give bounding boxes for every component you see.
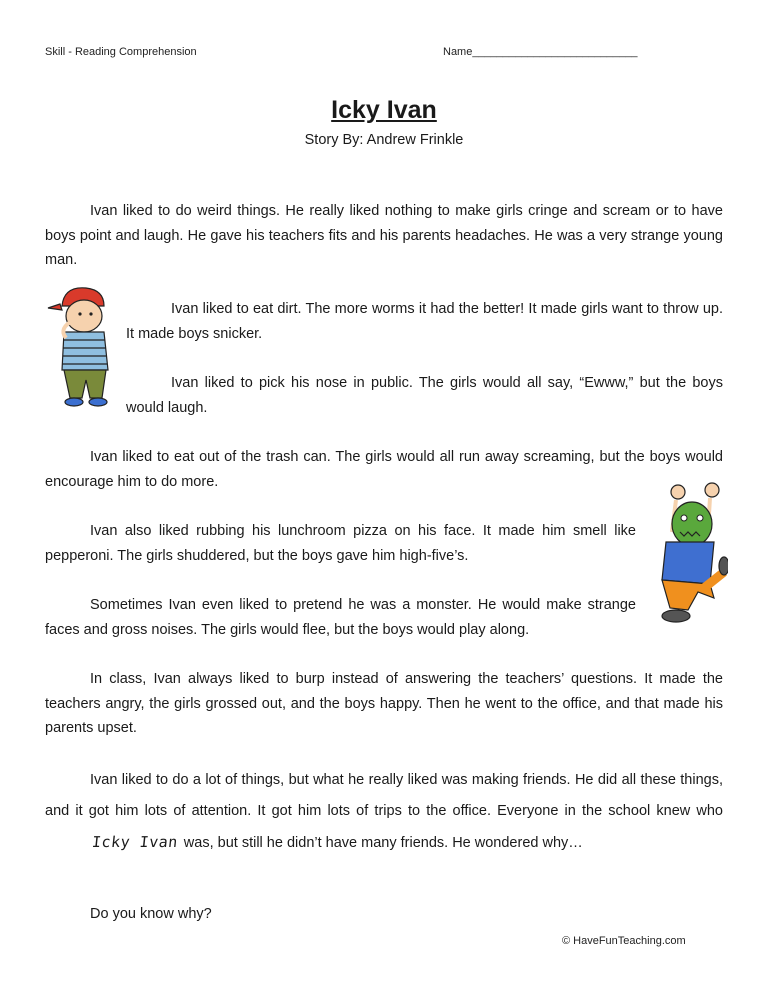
paragraph-5: Ivan also liked rubbing his lunchroom pizza on his face. It made him smell like pepperoni. The girls shuddered, but the boys gave him high-five’s. [45,523,636,564]
paragraph-7: In class, Ivan always liked to burp instead of answering the teachers’ questions. It made the teachers angry, the girls grossed out, and the boys happy. Then he went to the office, and that made his parents upset. [45,671,723,736]
paragraph-4: Ivan liked to eat out of the trash can. The girls would all run away screaming, but the boys would encourage him to do more. [45,449,723,490]
story-title: Icky Ivan [331,96,437,124]
monster-ivan-illustration [648,480,728,628]
monster-mask [672,502,712,546]
paragraph-3: Ivan liked to pick his nose in public. The girls would all say, “Ewww,” but the boys would laugh. [126,375,723,416]
paragraph-1: Ivan liked to do weird things. He really liked nothing to make girls cringe and scream or to have boys point and laugh. He gave his teachers fits and his parents headaches. He was a very strange young man. [45,203,723,268]
paragraph-8-start: Ivan liked to do a lot of things, but what he really liked was making friends. He did all these things, and it got him lots of attention. It got him lots of trips to the office. Everyone in the school knew who [45,772,723,819]
paragraph-8-end: was, but still he didn’t have many friends. He wondered why… [179,835,583,851]
copyright-footer: © HaveFunTeaching.com [562,935,686,947]
boy-picking-nose-illustration [44,280,122,410]
name-field-label: Name___________________________ [443,46,638,58]
skill-label: Skill - Reading Comprehension [45,46,197,58]
green-pants [64,370,106,398]
handwritten-name: Icky Ivan [91,833,179,851]
paragraph-9: Do you know why? [90,906,212,922]
paragraph-6: Sometimes Ivan even liked to pretend he was a monster. He would make strange faces and gross noises. The girls would flee, but the boys would play along. [45,597,636,638]
paragraph-8 [45,765,723,859]
story-byline: Story By: Andrew Frinkle [304,132,464,148]
blue-shirt [662,542,714,584]
paragraph-2: Ivan liked to eat dirt. The more worms it had the better! It made girls want to throw up. It made boys snicker. [126,301,723,342]
